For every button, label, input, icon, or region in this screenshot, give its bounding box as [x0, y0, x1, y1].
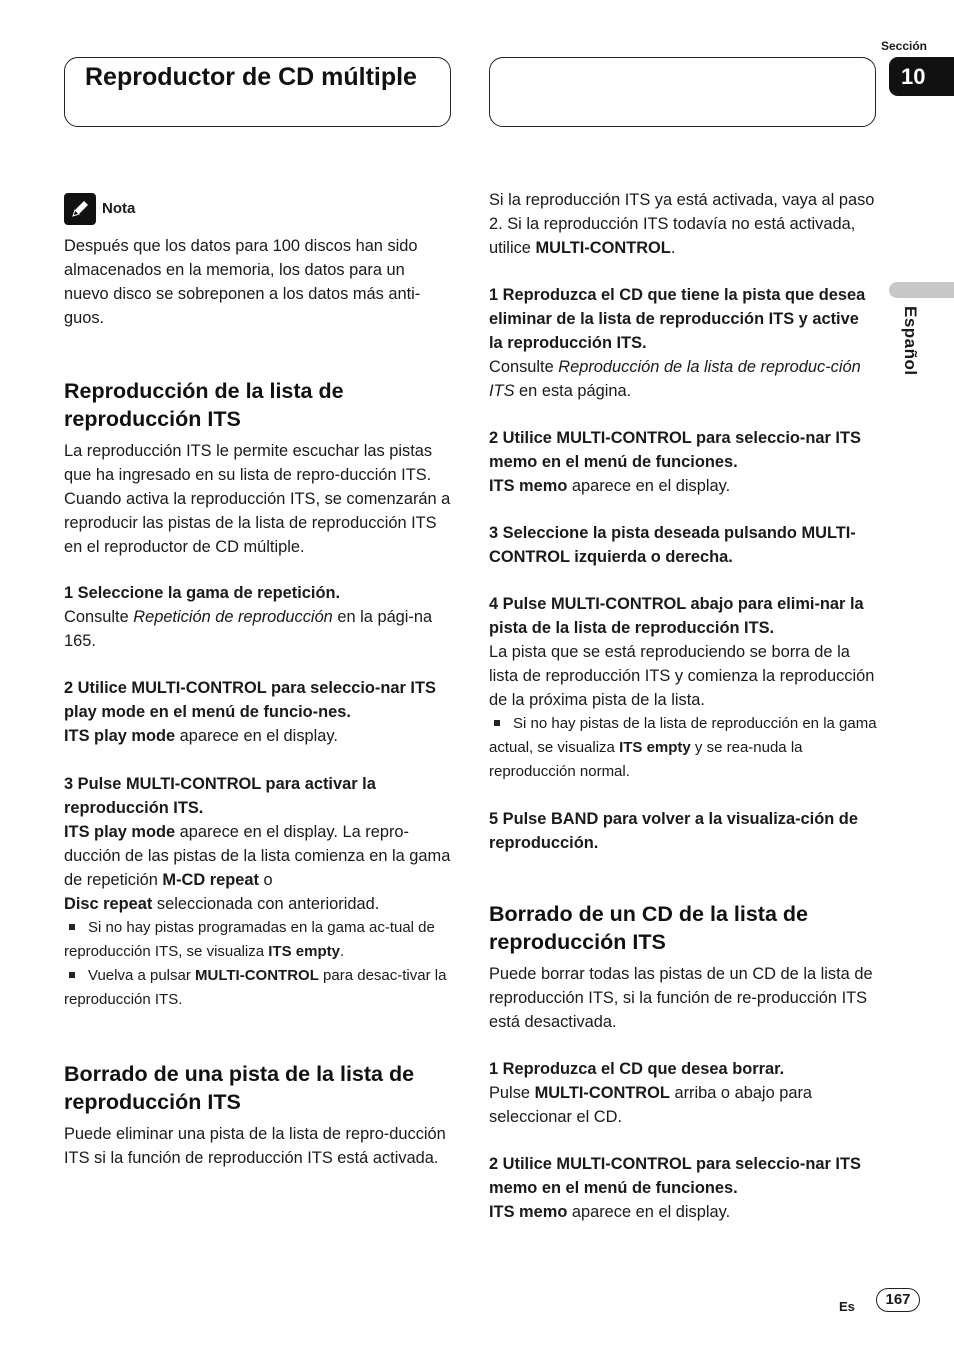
step-heading: 4 Pulse MULTI-CONTROL abajo para elimi-nar la pista de la lista de reproducción ITS.	[489, 595, 864, 637]
step-heading: 5 Pulse BAND para volver a la visualiza-ción de reproducción.	[489, 810, 858, 852]
step-body: ITS play mode aparece en el display. La repro-ducción de las pistas de la lista comienza en la gama de repetición M-CD repeat o Disc repeat seleccionada con anterioridad.	[64, 823, 451, 913]
language-label: Español	[901, 306, 920, 376]
section-label: Sección	[880, 39, 927, 53]
note-body: Después que los datos para 100 discos han sido almacenados en la memoria, los datos para un nuevo disco se sobreponen a los datos más anti-guos.	[64, 237, 421, 327]
bullet-item: Si no hay pistas programadas en la gama ac-tual de reproducción ITS, se visualiza ITS empty.	[64, 919, 435, 960]
step-body: Consulte Reproducción de la lista de reproduc-ción ITS en esta página.	[489, 358, 861, 400]
language-tab	[889, 282, 954, 298]
step-heading: 2 Utilice MULTI-CONTROL para seleccio-nar ITS play mode en el menú de funcio-nes.	[64, 679, 436, 721]
step-heading: 2 Utilice MULTI-CONTROL para seleccio-nar ITS memo en el menú de funciones.	[489, 429, 861, 471]
page-number: 167	[876, 1288, 920, 1312]
chapter-title: Reproductor de CD múltiple	[85, 63, 417, 91]
pencil-note-icon	[64, 193, 96, 225]
bullet-square-icon	[494, 720, 500, 726]
step-body: La pista que se está reproduciendo se borra de la lista de reproducción ITS y comienza la reproducción de la próxima pista de la lista.	[489, 643, 875, 709]
note-title: Nota	[102, 200, 136, 217]
bullet-item: Vuelva a pulsar MULTI-CONTROL para desac-tivar la reproducción ITS.	[64, 967, 447, 1008]
paragraph: La reproducción ITS le permite escuchar las pistas que ha ingresado en su lista de repro-ducción ITS. Cuando activa la reproducción ITS, se comenzarán a reproducir las pistas de la lista de reproducción ITS en el reproductor de CD múltiple.	[64, 442, 451, 556]
section-heading-delete-track: Borrado de una pista de la lista de reproducción ITS	[64, 1062, 415, 1114]
step-body: Consulte Repetición de reproducción en la pági-na 165.	[64, 608, 433, 650]
paragraph: Puede eliminar una pista de la lista de repro-ducción ITS si la función de reproducción ITS está activada.	[64, 1125, 446, 1167]
note-heading	[64, 192, 452, 226]
intro-paragraph: Si la reproducción ITS ya está activada, vaya al paso 2. Si la reproducción ITS todavía no está activada, utilice MULTI-CONTROL.	[489, 191, 875, 257]
step-body: ITS memo aparece en el display.	[489, 477, 731, 495]
right-column	[489, 188, 877, 1224]
step-body: Pulse MULTI-CONTROL arriba o abajo para seleccionar el CD.	[489, 1084, 813, 1126]
paragraph: Puede borrar todas las pistas de un CD de la lista de reproducción ITS, si la función de re-producción ITS está desactivada.	[489, 965, 873, 1031]
bullet-item: Si no hay pistas de la lista de reproducción en la gama actual, se visualiza ITS empty y se rea-nuda la reproducción normal.	[489, 715, 877, 780]
section-heading-its-playback: Reproducción de la lista de reproducción ITS	[64, 379, 344, 431]
step-heading: 3 Seleccione la pista deseada pulsando MULTI-CONTROL izquierda o derecha.	[489, 524, 856, 566]
header-empty-box	[489, 57, 876, 127]
step-body: ITS memo aparece en el display.	[489, 1203, 731, 1221]
left-column	[64, 188, 452, 1170]
chapter-title-box	[64, 57, 451, 127]
bullet-square-icon	[69, 972, 75, 978]
step-heading: 1 Reproduzca el CD que desea borrar.	[489, 1060, 785, 1078]
section-number-badge: 10	[889, 57, 954, 96]
section-heading-delete-cd: Borrado de un CD de la lista de reproducción ITS	[489, 902, 808, 954]
step-heading: 2 Utilice MULTI-CONTROL para seleccio-nar ITS memo en el menú de funciones.	[489, 1155, 861, 1197]
step-heading: 1 Seleccione la gama de repetición.	[64, 584, 341, 602]
step-heading: 3 Pulse MULTI-CONTROL para activar la reproducción ITS.	[64, 775, 376, 817]
step-heading: 1 Reproduzca el CD que tiene la pista que desea eliminar de la lista de reproducción ITS y active la reproducción ITS.	[489, 286, 866, 352]
bullet-square-icon	[69, 924, 75, 930]
language-code: Es	[839, 1299, 855, 1314]
cross-reference: Reproducción de la lista de reproduc-ción ITS	[489, 358, 861, 400]
cross-reference: Repetición de reproducción	[133, 608, 333, 626]
step-body: ITS play mode aparece en el display.	[64, 727, 338, 745]
